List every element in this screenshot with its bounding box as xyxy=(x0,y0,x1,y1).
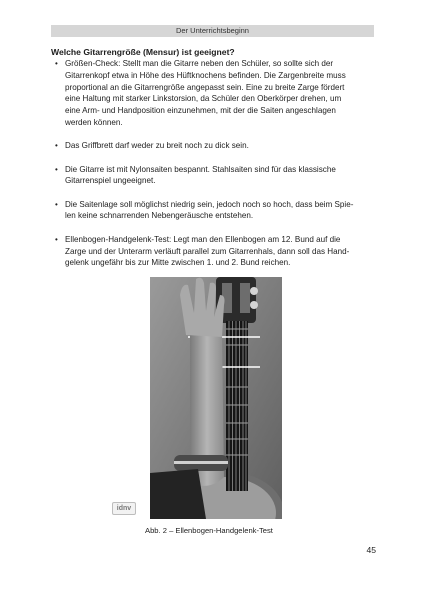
bullet-dot: • xyxy=(55,199,58,209)
bullet-elbow-test xyxy=(52,234,378,269)
bullet-line: len keine schnarrenden Nebengeräusche entstehen. xyxy=(65,211,254,221)
publisher-logo: idnv xyxy=(112,502,136,515)
bullet-list xyxy=(52,58,378,281)
elbow-wrist-test-photo xyxy=(150,277,282,519)
bullet-line: gelenk ungefähr bis zur Mitte zwischen 1. und 2. Bund reichen. xyxy=(65,258,291,268)
guitar-neck-shape xyxy=(226,321,248,491)
sleeve-shape xyxy=(150,469,206,519)
bullet-line: werden können. xyxy=(65,117,123,127)
bullet-dot: • xyxy=(55,164,58,174)
bullet-action xyxy=(52,199,378,223)
bullet-line: Die Gitarre ist mit Nylonsaiten bespannt. Stahlsaiten sind für das klassische xyxy=(65,164,336,174)
bullet-fingerboard xyxy=(52,140,378,152)
figure-caption: Abb. 2 – Ellenbogen-Handgelenk-Test xyxy=(145,526,273,535)
bullet-line: Das Griffbrett darf weder zu breit noch zu dick sein. xyxy=(65,141,249,151)
bullet-line: Gitarrenkopf etwa in Höhe des Hüftknochens befinden. Die Zargenbreite muss xyxy=(65,70,346,80)
bullet-strings xyxy=(52,164,378,188)
guitar-arm-illustration xyxy=(150,277,282,519)
bullet-dot: • xyxy=(55,234,58,244)
bullet-line: Zarge und der Unterarm verläuft parallel zum Gitarrenhals, dann soll das Hand- xyxy=(65,246,350,256)
bullet-dot: • xyxy=(55,59,58,68)
bullet-line: eine Haltung mit starker Linkstorsion, da Schüler den Oberkörper drehen, um xyxy=(65,94,342,104)
bullet-size-check xyxy=(52,58,378,129)
section-heading: Welche Gitarrengröße (Mensur) ist geeignet? xyxy=(51,47,235,57)
bullet-line: Größen-Check: Stellt man die Gitarre neben den Schüler, so sollte sich der xyxy=(65,59,334,68)
running-head: Der Unterrichtsbeginn xyxy=(51,25,374,37)
page-number: 45 xyxy=(366,545,376,555)
bullet-line: eine Arm- und Handposition einzunehmen, mit der die Saiten angeschlagen xyxy=(65,106,336,116)
bullet-dot: • xyxy=(55,141,58,151)
bullet-line: Die Saitenlage soll möglichst niedrig sein, jedoch noch so hoch, dass beim Spie- xyxy=(65,199,354,209)
bullet-line: Ellenbogen-Handgelenk-Test: Legt man den Ellenbogen am 12. Bund auf die xyxy=(65,234,341,244)
bullet-line: proportional an die Gitarrengröße angepasst sein. Eine zu breite Zarge fördert xyxy=(65,82,345,92)
bullet-line: Gitarrenspiel ungeeignet. xyxy=(65,176,156,186)
